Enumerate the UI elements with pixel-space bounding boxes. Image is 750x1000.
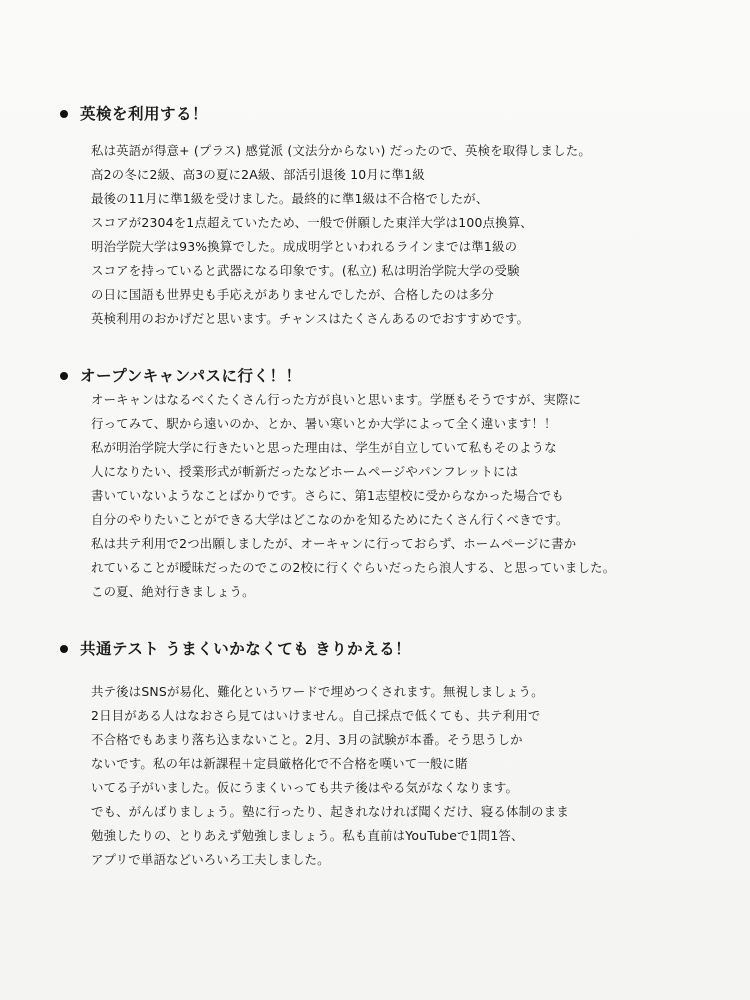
- heading-text: 英検を利用する！: [80, 105, 209, 123]
- section-heading: [60, 638, 720, 660]
- text-line: オーキャンはなるべくたくさん行った方が良いと思います。学歴もそうですが、実際に: [91, 392, 582, 407]
- section-heading: [60, 365, 720, 387]
- text-line: 自分のやりたいことができる大学はどこなのかを知るためにたくさん行くべきです。: [91, 512, 569, 527]
- text-line: 私が明治学院大学に行きたいと思った理由は、学生が自立していて私もそのような: [91, 440, 557, 455]
- section-common-test: [60, 638, 720, 867]
- bullet-icon: [60, 645, 68, 653]
- bullet-icon: [60, 372, 68, 380]
- text-line: 高2の冬に2級、高3の夏に2A級、部活引退後 10月に準1級: [91, 167, 425, 182]
- text-line: 私は英語が得意+ (プラス) 感覚派 (文法分からない) だったので、英検を取得しました。: [91, 143, 591, 158]
- section-eiken: [60, 103, 720, 326]
- text-line: 行ってみて、駅から遠いのか、とか、暑い寒いとか大学によって全く違います！！: [91, 416, 557, 431]
- text-line: いてる子がいました。仮にうまくいっても共テ後はやる気がなくなります。: [91, 780, 519, 795]
- text-line: 勉強したりの、とりあえず勉強しましょう。私も直前はYouTubeで1問1答、: [91, 828, 524, 843]
- text-line: 人になりたい、授業形式が斬新だったなどホームページやパンフレットには: [91, 464, 519, 479]
- text-line: 最後の11月に準1級を受けました。最終的に準1級は不合格でしたが、: [91, 191, 489, 206]
- heading-text: オープンキャンパスに行く！！: [80, 367, 302, 385]
- text-line: 2日目がある人はなおさら見てはいけません。自己採点で低くても、共テ利用で: [91, 708, 541, 723]
- text-line: れていることが曖昧だったのでこの2校に行くぐらいだったら浪人する、と思っていました。: [91, 560, 616, 575]
- section-body: [91, 390, 731, 606]
- section-body: [91, 141, 731, 333]
- text-line: スコアが2304を1点超えていたため、一般で併願した東洋大学は100点換算、: [91, 215, 533, 230]
- text-line: でも、がんばりましょう。塾に行ったり、起きれなければ聞くだけ、寝る体制のまま: [91, 804, 569, 819]
- text-line: スコアを持っていると武器になる印象です。(私立) 私は明治学院大学の受験: [91, 263, 520, 278]
- section-open-campus: [60, 365, 720, 599]
- bullet-icon: [60, 110, 68, 118]
- text-line: 私は共テ利用で2つ出願しましたが、オーキャンに行っておらず、ホームページに書か: [91, 536, 577, 551]
- text-line: 不合格でもあまり落ち込まないこと。2月、3月の試験が本番。そう思うしか: [91, 732, 523, 747]
- text-line: 書いていないようなことばかりです。さらに、第1志望校に受からなかった場合でも: [91, 488, 564, 503]
- section-heading: [60, 103, 720, 125]
- text-line: この夏、絶対行きましょう。: [91, 584, 255, 599]
- heading-text: 共通テスト うまくいかなくても きりかえる！: [80, 640, 412, 658]
- text-line: 英検利用のおかげだと思います。チャンスはたくさんあるのでおすすめです。: [91, 311, 530, 326]
- text-line: 明治学院大学は93%換算でした。成成明学といわれるラインまでは準1級の: [91, 239, 518, 254]
- text-line: 共テ後はSNSが易化、難化というワードで埋めつくされます。無視しましょう。: [91, 684, 544, 699]
- text-line: アプリで単語などいろいろ工夫しました。: [91, 852, 330, 867]
- section-body: [91, 682, 731, 874]
- text-line: ないです。私の年は新課程＋定員厳格化で不合格を嘆いて一般に賭: [91, 756, 468, 771]
- text-line: の日に国語も世界史も手応えがありませんでしたが、合格したのは多分: [91, 287, 494, 302]
